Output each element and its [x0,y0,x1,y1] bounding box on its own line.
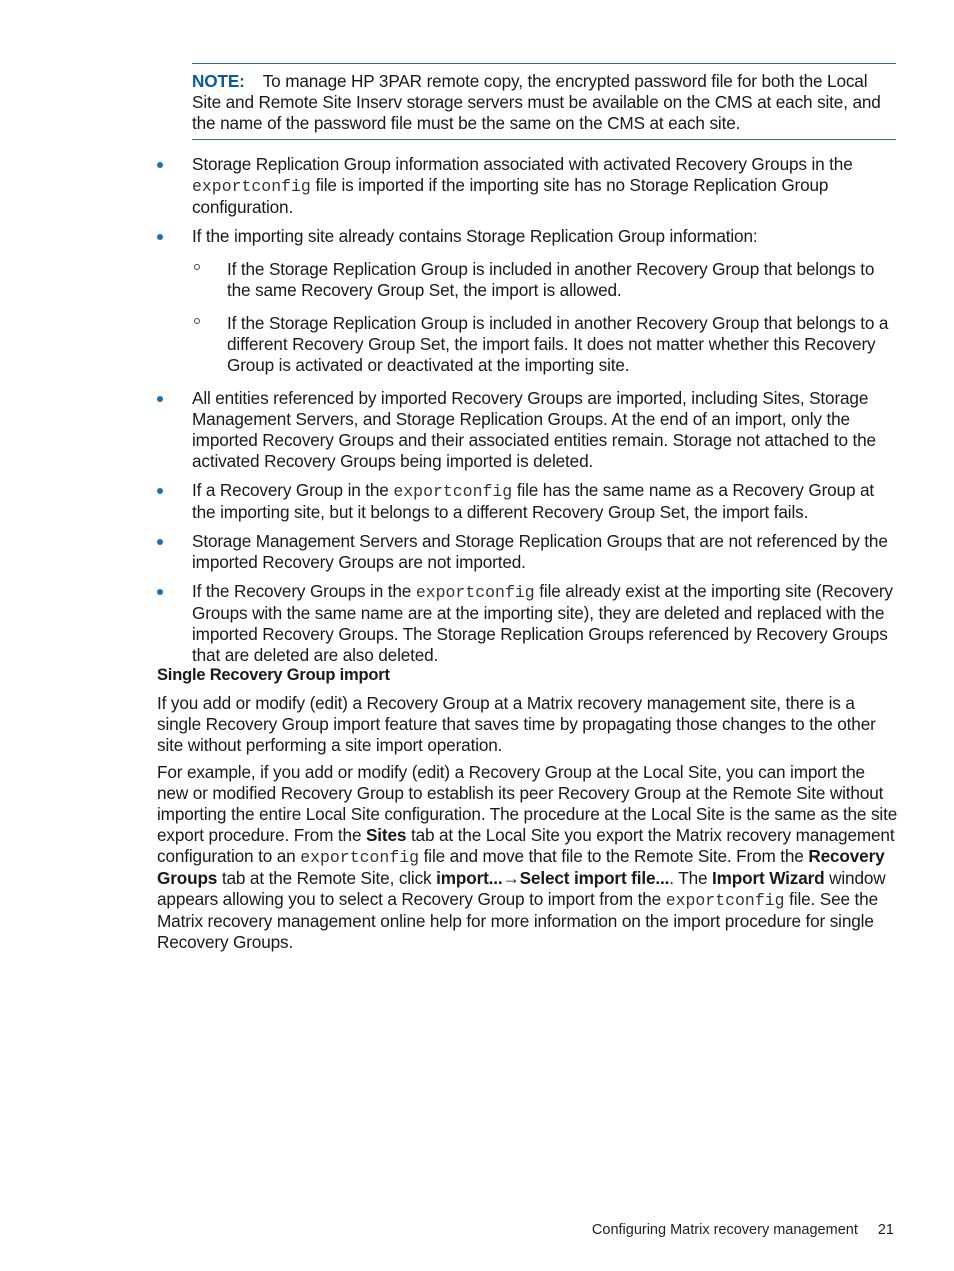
bullet-list [157,154,899,674]
list-item [157,388,899,472]
bullet-text: If the Recovery Groups in the [192,581,416,601]
circle-bullet-icon [194,264,200,270]
bullet-icon [157,488,163,494]
paragraph-text: . The [669,868,713,888]
code-exportconfig: exportconfig [393,482,513,501]
paragraph-text: For example, if you add or modify (edit) a Recovery Group at the Local Site, you can import the new or modified Recovery Group to establish its peer Recovery Group at the Remote Site without importing the entire Local Site configuration. The procedure at the Local Site is the same as the site export procedure. From the [157,762,898,845]
paragraph-text: tab at the Remote Site, click [217,868,437,888]
sub-list [192,259,899,376]
sub-item-text: If the Storage Replication Group is included in another Recovery Group that belongs to the same Recovery Group Set, the import is allowed. [227,259,875,300]
list-item [157,480,899,523]
sub-list-item [192,259,899,301]
page-footer [592,1222,894,1238]
section-heading: Single Recovery Group import [157,666,390,684]
sub-item-text: If the Storage Replication Group is included in another Recovery Group that belongs to a different Recovery Group Set, the import fails. It does not matter whether this Recovery Group is activated or deactivated at the importing site. [227,313,889,375]
code-exportconfig: exportconfig [415,583,535,602]
bullet-text: All entities referenced by imported Recovery Groups are imported, including Sites, Storage Management Servers, and Storage Replication Groups. At the end of an import, only the imported Recovery Groups and their associated entities remain. Storage not attached to the activated Recovery Groups being imported is deleted. [192,388,876,471]
list-item [157,581,899,666]
bullet-text: file is imported if the importing site has no Storage Replication Group configuration. [192,175,829,217]
bullet-icon [157,539,163,545]
note-text: To manage HP 3PAR remote copy, the encrypted password file for both the Local Site and Remote Site Inserv storage servers must be available on the CMS at each site, and the name of the password file must be the same on the CMS at each site. [192,71,881,133]
footer-title: Configuring Matrix recovery management [591,1222,858,1238]
paragraph-text: window appears allowing you to select a Recovery Group to import from the [157,868,886,909]
list-item [157,154,899,218]
note-box [192,63,896,140]
list-item [157,531,899,573]
bullet-icon [157,234,163,240]
bullet-text: file already exist at the importing site (Recovery Groups with the same name are at the importing site), they are deleted and replaced with the imported Recovery Groups. The Storage Replication Groups referenced by Recovery Groups that are deleted are also deleted. [192,581,893,665]
bullet-text: Storage Management Servers and Storage Replication Groups that are not referenced by the imported Recovery Groups are not imported. [192,531,888,572]
ui-term-sites: Sites [365,825,407,845]
ui-term-select-import-file: Select import file... [519,868,670,888]
note-label: NOTE: [192,71,245,91]
bullet-icon [157,162,163,168]
list-item [157,226,899,376]
paragraph: If you add or modify (edit) a Recovery Group at a Matrix recovery management site, there is a single Recovery Group import feature that saves time by propagating those changes to the other site without performing a site import operation. [157,693,876,755]
bullet-text: If a Recovery Group in the [192,480,394,500]
bullet-text: file has the same name as a Recovery Group at the importing site, but it belongs to a different Recovery Group Set, the import fails. [192,480,875,522]
paragraph-text: file and move that file to the Remote Site. From the [419,846,809,866]
code-exportconfig: exportconfig [192,177,311,196]
sub-list-item [192,313,899,376]
bullet-text: If the importing site already contains Storage Replication Group information: [192,226,758,246]
paragraph-text: tab at the Local Site you export the Matrix recovery management configuration to an [157,825,895,866]
circle-bullet-icon [194,318,200,324]
paragraph [157,762,899,953]
code-exportconfig: exportconfig [300,848,420,867]
bullet-icon [157,396,163,402]
code-exportconfig: exportconfig [665,891,785,910]
bullet-text: Storage Replication Group information associated with activated Recovery Groups in the [192,154,853,174]
arrow-icon: → [502,868,520,888]
ui-term-import-wizard: Import Wizard [712,868,825,888]
paragraph-text: file. See the Matrix recovery management online help for more information on the import procedure for single Recovery Groups. [157,889,878,952]
ui-term-import: import... [436,868,503,888]
bullet-icon [157,589,163,595]
page-number: 21 [877,1222,894,1238]
ui-term-recovery-groups: Recovery Groups [157,846,885,888]
